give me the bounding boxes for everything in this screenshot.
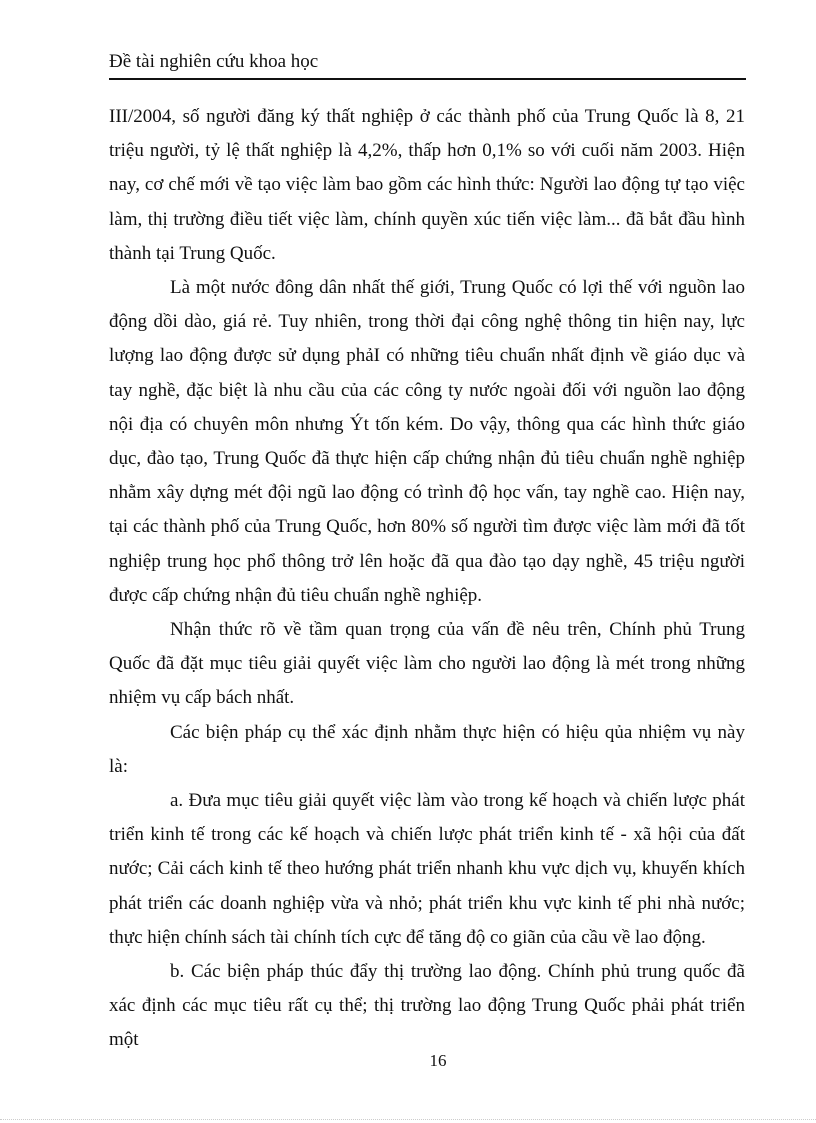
paragraph-labor-advantage: Là một nước đông dân nhất thế giới, Trung Quốc có lợi thế với nguồn lao động dồi dào, giá rẻ. Tuy nhiên, trong thời đại công nghệ thông tin hiện nay, lực lượng lao động được sử dụng phảI có những tiêu chuẩn nhất định về giáo dục và tay nghề, đặc biệt là nhu cầu của các công ty nước ngoài đối với nguồn lao động nội địa có chuyên môn nhưng Ýt tốn kém. Do vậy, thông qua các hình thức giáo dục, đào tạo, Trung Quốc đã thực hiện cấp chứng nhận đủ tiêu chuẩn nghề nghiệp nhằm xây dựng mét đội ngũ lao động có trình độ học vấn, tay nghề cao. Hiện nay, tại các thành phố của Trung Quốc, hơn 80% số người tìm được việc làm mới đã tốt nghiệp trung học phổ thông trở lên hoặc đã qua đào tạo dạy nghề, 45 triệu người được cấp chứng nhận đủ tiêu chuẩn nghề nghiệp.	[109, 277, 745, 606]
paragraph-government-goal: Nhận thức rõ về tầm quan trọng của vấn đề nêu trên, Chính phủ Trung Quốc đã đặt mục tiêu giải quyết việc làm cho người lao động là mét trong những nhiệm vụ cấp bách nhất.	[109, 619, 745, 709]
paragraph-continuation: III/2004, số người đăng ký thất nghiệp ở các thành phố của Trung Quốc là 8, 21 triệu người, tỷ lệ thất nghiệp là 4,2%, thấp hơn 0,1% so với cuối năm 2003. Hiện nay, cơ chế mới về tạo việc làm bao gồm các hình thức: Người lao động tự tạo việc làm, thị trường điều tiết việc làm, chính quyền xúc tiến việc làm... đã bắt đầu hình thành tại Trung Quốc.	[109, 106, 745, 264]
document-body	[109, 100, 745, 1058]
paragraph-measure-a: a. Đưa mục tiêu giải quyết việc làm vào trong kế hoạch và chiến lược phát triển kinh tế trong các kế hoạch và chiến lược phát triển kinh tế - xã hội của đất nước; Cải cách kinh tế theo hướng phát triển nhanh khu vực dịch vụ, khuyến khích phát triển các doanh nghiệp vừa và nhỏ; phát triển khu vực kinh tế phi nhà nước; thực hiện chính sách tài chính tích cực để tăng độ co giãn của cầu về lao động.	[109, 790, 745, 948]
paragraph-measures-intro: Các biện pháp cụ thể xác định nhằm thực hiện có hiệu qủa nhiệm vụ này là:	[109, 721, 745, 777]
page-number: 16	[429, 1051, 447, 1070]
page-bottom-divider	[0, 1119, 816, 1120]
page-header	[109, 48, 746, 80]
header-title: Đề tài nghiên cứu khoa học	[109, 51, 319, 72]
paragraph-measure-b: b. Các biện pháp thúc đẩy thị trường lao động. Chính phủ trung quốc đã xác định các mục tiêu rất cụ thể; thị trường lao động Trung Quốc phải phát triển một	[109, 961, 745, 1051]
